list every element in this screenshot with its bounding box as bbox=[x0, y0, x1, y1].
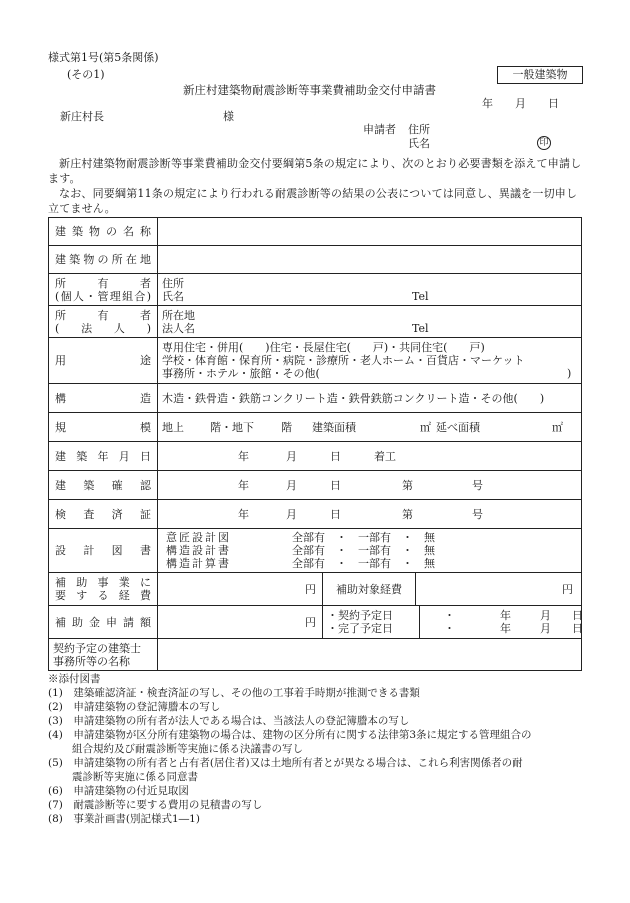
subsidy-target-field[interactable] bbox=[416, 573, 582, 605]
yen-unit: 円 bbox=[305, 582, 316, 596]
scale-floor-suffix: 階 bbox=[281, 420, 292, 434]
confirmation-field[interactable] bbox=[158, 471, 582, 500]
confirm-year: 年 bbox=[238, 478, 249, 492]
inspect-no-suffix: 号 bbox=[472, 507, 483, 521]
drawing-name: 構造設計書 bbox=[166, 544, 231, 557]
row-apply-amount bbox=[49, 606, 582, 639]
scale-total-area-label: 延べ面積 bbox=[436, 420, 480, 434]
attachment-item: (1) 建築確認済証・検査済証の写し、その他の工事着手時期が推測できる書類 bbox=[48, 687, 420, 699]
complete-year: 年 bbox=[500, 622, 511, 635]
cost-label-line-1: 補助事業に bbox=[55, 576, 151, 589]
inspection-line bbox=[162, 508, 577, 521]
drawing-status[interactable]: 全部有 ・ 一部有 ・ 無 bbox=[292, 531, 435, 544]
project-cost-label bbox=[49, 573, 158, 606]
contract-date-label: ・契約予定日 bbox=[327, 609, 393, 622]
schedule-dates[interactable] bbox=[420, 606, 582, 638]
row-building-confirmation bbox=[49, 471, 582, 500]
design-documents-field[interactable] bbox=[158, 529, 582, 573]
application-form-table bbox=[48, 217, 582, 671]
structure-label: 構造 bbox=[49, 384, 158, 413]
owner-individual-label bbox=[49, 274, 158, 306]
use-line-3-wrap bbox=[162, 367, 577, 380]
architect-office-label bbox=[49, 639, 158, 671]
contract-day: 日 bbox=[572, 609, 583, 622]
built-start-label: 着工 bbox=[374, 449, 396, 463]
category-box: 一般建築物 bbox=[497, 66, 583, 84]
use-line-1: 専用住宅・併用( )住宅・長屋住宅( 戸)・共同住宅( 戸) bbox=[162, 341, 485, 354]
scale-above-label: 地上 bbox=[162, 420, 184, 434]
row-inspection bbox=[49, 500, 582, 529]
apply-amount-cells bbox=[158, 606, 582, 639]
form-number: 様式第1号(第5条関係) bbox=[48, 51, 159, 64]
building-location-field[interactable] bbox=[158, 246, 582, 274]
attachment-item: (3) 申請建築物の所有者が法人である場合は、当該法人の登記簿謄本の写し bbox=[48, 715, 410, 727]
date-year-label: 年 bbox=[482, 97, 493, 110]
row-project-cost bbox=[49, 573, 582, 606]
confirmation-label: 建築確認 bbox=[49, 471, 158, 500]
row-owner-corporate bbox=[49, 306, 582, 338]
use-line-2: 学校・体育館・保育所・病院・診療所・老人ホーム・百貨店・マーケット bbox=[162, 354, 525, 367]
inspect-year: 年 bbox=[238, 507, 249, 521]
building-location-label: 建築物の所在地 bbox=[49, 246, 158, 274]
apply-inner-table bbox=[158, 606, 581, 638]
confirmation-line bbox=[162, 479, 577, 492]
cost-label-line-2: 要する経費 bbox=[55, 589, 151, 602]
complete-date-label: ・完了予定日 bbox=[327, 622, 393, 635]
row-building-location bbox=[49, 246, 582, 274]
owner-individual-field[interactable] bbox=[158, 274, 582, 306]
addressee: 新庄村長 bbox=[60, 110, 104, 123]
attachment-item: (2) 申請建築物の登記簿謄本の写し bbox=[48, 701, 221, 713]
inspect-no-prefix: 第 bbox=[402, 507, 413, 521]
row-structure bbox=[49, 384, 582, 413]
row-use bbox=[49, 338, 582, 384]
project-cost-cells bbox=[158, 573, 582, 606]
attachment-item: (4) 申請建築物が区分所有建築物の場合は、建物の区分所有に関する法律第3条に規定する管理組合の bbox=[48, 729, 532, 741]
bullet: ・ bbox=[444, 609, 455, 622]
contract-date-field bbox=[420, 609, 581, 622]
built-month: 月 bbox=[286, 449, 297, 463]
subsidy-target-label: 補助対象経費 bbox=[323, 573, 416, 605]
built-day: 日 bbox=[330, 449, 341, 463]
complete-day: 日 bbox=[572, 622, 583, 635]
document-title: 新庄村建築物耐震診断等事業費補助金交付申請書 bbox=[183, 83, 436, 97]
date-day-label: 日 bbox=[548, 97, 559, 110]
complete-month: 月 bbox=[540, 622, 551, 635]
use-line-3: 事務所・ホテル・旅館・その他( bbox=[162, 367, 320, 380]
architect-office-field[interactable] bbox=[158, 639, 582, 671]
honorific: 様 bbox=[223, 110, 234, 123]
inspection-field[interactable] bbox=[158, 500, 582, 529]
project-cost-field[interactable] bbox=[158, 573, 323, 605]
contract-year: 年 bbox=[500, 609, 511, 622]
applicant-address-label: 住所 bbox=[408, 123, 430, 136]
form-part: (その1) bbox=[67, 68, 105, 81]
confirm-no-suffix: 号 bbox=[472, 478, 483, 492]
attachment-item: (5) 申請建築物の所有者と占有者(居住者)又は土地所有者とが異なる場合は、これら利害関係者の耐 bbox=[48, 757, 523, 769]
design-documents-label: 設計図書 bbox=[49, 529, 158, 573]
use-line-3-end: ) bbox=[567, 367, 572, 380]
building-name-field[interactable] bbox=[158, 218, 582, 246]
owner-address-label: 住所 bbox=[162, 276, 184, 290]
scale-floor-basement: 階・地下 bbox=[210, 420, 254, 434]
owner-name-label: 氏名 bbox=[162, 289, 184, 303]
attachment-item: (7) 耐震診断等に要する費用の見積書の写し bbox=[48, 799, 263, 811]
inspection-label: 検査済証 bbox=[49, 500, 158, 529]
drawing-row bbox=[162, 544, 577, 557]
scale-label: 規模 bbox=[49, 413, 158, 442]
built-date-field[interactable] bbox=[158, 442, 582, 471]
yen-unit: 円 bbox=[305, 615, 316, 629]
applicant-label: 申請者 bbox=[363, 123, 396, 136]
row-building-name bbox=[49, 218, 582, 246]
built-date-label: 建築年月日 bbox=[49, 442, 158, 471]
corp-address-label: 所在地 bbox=[162, 308, 195, 322]
confirm-month: 月 bbox=[286, 478, 297, 492]
consent-paragraph: なお、同要綱第11条の規定により行われる耐震診断等の結果の公表については同意し、異議を一切申し立てません。 bbox=[48, 187, 578, 215]
scale-building-area-label: 建築面積 bbox=[312, 420, 356, 434]
date-month-label: 月 bbox=[515, 97, 526, 110]
row-owner-individual bbox=[49, 274, 582, 306]
drawing-status[interactable]: 全部有 ・ 一部有 ・ 無 bbox=[292, 544, 435, 557]
row-built-date bbox=[49, 442, 582, 471]
row-architect-office bbox=[49, 639, 582, 671]
built-date-line bbox=[162, 450, 577, 463]
building-name-label: 建築物の名称 bbox=[49, 218, 158, 246]
inspect-day: 日 bbox=[330, 507, 341, 521]
drawing-name: 構造計算書 bbox=[166, 557, 231, 570]
corp-tel-label: Tel bbox=[412, 321, 429, 335]
built-year: 年 bbox=[238, 449, 249, 463]
attachment-item: (6) 申請建築物の付近見取図 bbox=[48, 785, 189, 797]
scale-unit-2: ㎡ bbox=[552, 420, 563, 434]
attachment-item-cont: 震診断等実施に係る同意書 bbox=[72, 771, 198, 783]
contract-month: 月 bbox=[540, 609, 551, 622]
corp-owner-label: 所有者 bbox=[55, 308, 151, 322]
use-label: 用途 bbox=[49, 338, 158, 384]
corp-name-label: 法人名 bbox=[162, 321, 195, 335]
scale-unit-1: ㎡ bbox=[420, 420, 431, 434]
use-field[interactable] bbox=[158, 338, 582, 384]
owner-tel-label: Tel bbox=[412, 289, 429, 303]
owner-corporate-label bbox=[49, 306, 158, 338]
confirm-no-prefix: 第 bbox=[402, 478, 413, 492]
corp-name-line bbox=[162, 322, 577, 335]
bullet: ・ bbox=[444, 622, 455, 635]
attachments-section bbox=[48, 672, 588, 826]
owner-sub-label: (個人・管理組合) bbox=[55, 289, 151, 303]
apply-amount-field[interactable] bbox=[158, 606, 323, 638]
attachments-heading: ※添付図書 bbox=[48, 673, 101, 685]
schedule-labels bbox=[323, 606, 420, 638]
corp-sub-label: (法人) bbox=[55, 321, 151, 335]
yen-unit: 円 bbox=[562, 582, 573, 596]
drawing-status[interactable]: 全部有 ・ 一部有 ・ 無 bbox=[292, 557, 435, 570]
drawing-name: 意匠設計図 bbox=[166, 531, 231, 544]
applicant-name-label: 氏名 bbox=[408, 137, 430, 150]
row-scale bbox=[49, 413, 582, 442]
complete-date-field bbox=[420, 622, 581, 635]
confirm-day: 日 bbox=[330, 478, 341, 492]
attachment-item-cont: 組合規約及び耐震診断等実施に係る決議書の写し bbox=[72, 743, 303, 755]
seal-mark: 印 bbox=[537, 136, 551, 150]
owner-label: 所有者 bbox=[55, 276, 151, 290]
attachment-item: (8) 事業計画書(別記様式1―1) bbox=[48, 813, 200, 825]
architect-label-line-2: 事務所等の名称 bbox=[53, 654, 130, 668]
row-design-documents bbox=[49, 529, 582, 573]
apply-amount-label: 補助金申請額 bbox=[49, 606, 158, 639]
owner-corporate-field[interactable] bbox=[158, 306, 582, 338]
structure-field[interactable]: 木造・鉄骨造・鉄筋コンクリート造・鉄骨鉄筋コンクリート造・その他( ) bbox=[158, 384, 582, 413]
architect-label-line-1: 契約予定の建築士 bbox=[53, 641, 141, 655]
inspect-month: 月 bbox=[286, 507, 297, 521]
cost-inner-table bbox=[158, 573, 581, 605]
owner-name-line bbox=[162, 290, 577, 303]
application-paragraph: 新庄村建築物耐震診断等事業費補助金交付要綱第5条の規定により、次のとおり必要書類を添えて申請します。 bbox=[48, 157, 582, 185]
drawing-row bbox=[162, 557, 577, 570]
drawing-row bbox=[162, 531, 577, 544]
scale-field[interactable] bbox=[158, 413, 582, 442]
scale-line bbox=[162, 421, 577, 434]
